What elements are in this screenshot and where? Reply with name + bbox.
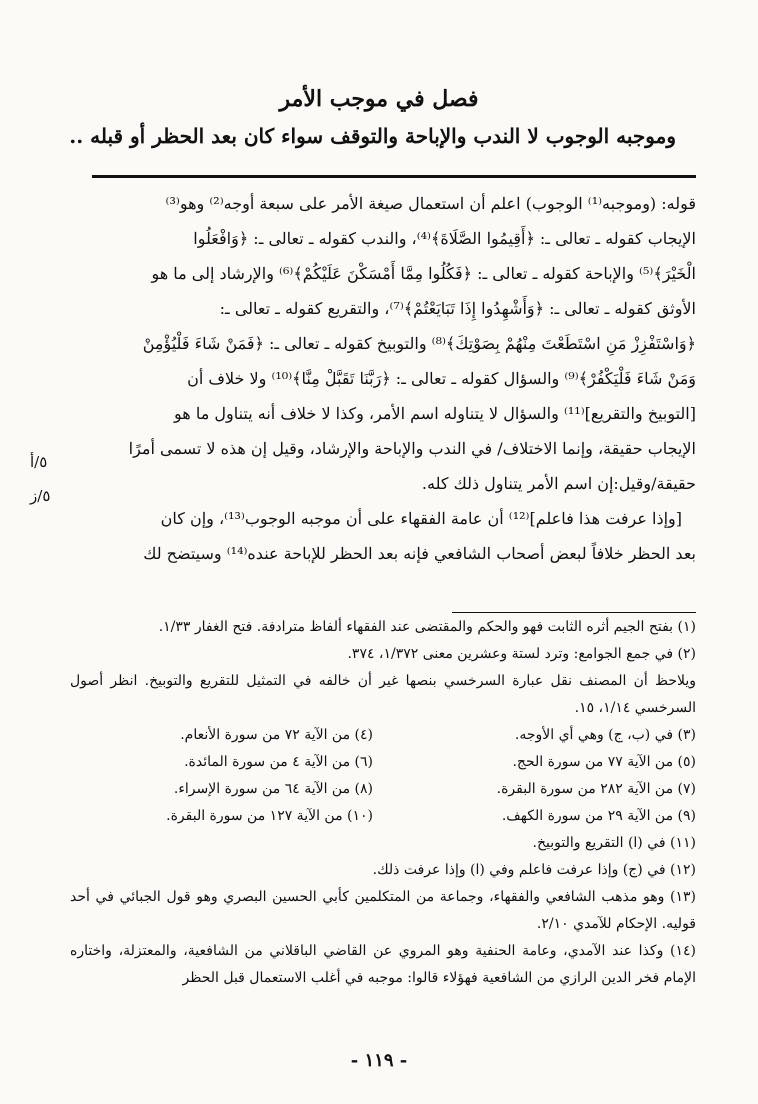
body-line: وَمَنْ شَاءَ فَلْيَكْفُرْ﴾⁽⁹⁾ والسؤال كقوله ـ تعالى ـ: ﴿رَبَّنَا تَقَبَّلْ مِنَّا﴾⁽¹⁰⁾ ولا خلاف أن <box>187 369 696 388</box>
footnote: (١) بفتح الجيم أثره الثابت فهو والحكم والمقتضى عند الفقهاء ألفاظ مترادفة. فتح الغفار ١/٣٣. <box>158 619 696 635</box>
chapter-title: فصل في موجب الأمر <box>279 86 479 112</box>
body-line: ﴿وَاسْتَفْزِزْ مَنِ اسْتَطَعْتَ مِنْهُمْ بِصَوْتِكَ﴾⁽⁸⁾ والتوبيخ كقوله ـ تعالى ـ: ﴿فَمَنْ شَاءَ فَلْيُؤْمِنْ <box>142 334 696 353</box>
body-line: الْخَيْرَ﴾⁽⁵⁾ والإباحة كقوله ـ تعالى ـ: ﴿فَكُلُوا مِمَّا أَمْسَكْنَ عَلَيْكُمْ﴾⁽⁶⁾ والإرشاد إلى ما هو <box>151 264 696 283</box>
footnote-divider <box>452 612 696 613</box>
footnote: (٥) من الآية ٧٧ من سورة الحج. <box>512 754 696 770</box>
footnote: (٧) من الآية ٢٨٢ من سورة البقرة. <box>496 781 696 797</box>
footnote: (١٠) من الآية ١٢٧ من سورة البقرة. <box>166 808 373 824</box>
title-divider <box>92 175 696 178</box>
body-line: [التوبيخ والتقريع]⁽¹¹⁾ والسؤال لا يتناوله اسم الأمر، وكذا لا خلاف أنه يتناول ما هو <box>174 404 696 423</box>
footnote: (٤) من الآية ٧٢ من سورة الأنعام. <box>180 727 373 743</box>
footnote: (١٤) وكذا عند الآمدي، وعامة الحنفية وهو المروي عن القاضي الباقلاني من الشافعية، والمعتزلة، واختاره الإمام فخر الدين الرازي من الشافعية فهؤلاء قالوا: موجبه في أغلب الاستعمال قبل الحظر <box>70 943 696 986</box>
footnote-grid <box>70 722 696 830</box>
page-number: - ١١٩ - <box>350 1050 408 1071</box>
body-line: حقيقة/وقيل:إن اسم الأمر يتناول ذلك كله. <box>421 474 696 493</box>
body-line: [وإذا عرفت هذا فاعلم]⁽¹²⁾ أن عامة الفقهاء على أن موجبه الوجوب⁽¹³⁾، وإن كان <box>160 509 682 528</box>
footnote: ويلاحظ أن المصنف نقل عبارة السرخسي بنصها غير أن خالفه في التمثيل للتقريع والتوبيخ. انظر أصول السرخسي ١/١٤، ١٥. <box>70 673 696 716</box>
main-text <box>70 186 696 571</box>
chapter-subtitle: وموجبه الوجوب لا الندب والإباحة والتوقف سواء كان بعد الحظر أو قبله .. <box>69 124 676 148</box>
footnotes <box>70 614 696 992</box>
footnote: (١١) في (ا) التقريع والتوبيخ. <box>532 835 696 851</box>
footnote: (٦) من الآية ٤ من سورة المائدة. <box>184 754 373 770</box>
body-line: الأوثق كقوله ـ تعالى ـ: ﴿وَأَشْهِدُوا إِذَا تَبَايَعْتُمْ﴾⁽⁷⁾، والتقريع كقوله ـ تعالى ـ: <box>219 299 696 318</box>
margin-folio-note: ٥/أ <box>30 453 48 471</box>
footnote: (٣) في (ب، ج) وهي أي الأوجه. <box>514 727 696 743</box>
body-line: الإيجاب كقوله ـ تعالى ـ: ﴿أَقِيمُوا الصَّلَاةَ﴾⁽⁴⁾، والندب كقوله ـ تعالى ـ: ﴿وَافْعَلُوا <box>193 229 696 248</box>
footnote: (٢) في جمع الجوامع: وترد لستة وعشرين معنى ١/٣٧٢، ٣٧٤. <box>347 646 696 662</box>
footnote: (١٢) في (ج) وإذا عرفت فاعلم وفي (ا) وإذا عرفت ذلك. <box>372 862 696 878</box>
body-line: الإيجاب حقيقة، وإنما الاختلاف/ في الندب والإباحة والإرشاد، وقيل إن هذه لا تسمى أمرًا <box>128 439 696 458</box>
body-line: قوله: (وموجبه⁽¹⁾ الوجوب) اعلم أن استعمال صيغة الأمر على سبعة أوجه⁽²⁾ وهو⁽³⁾ <box>165 194 696 213</box>
body-line: بعد الحظر خلافاً لبعض أصحاب الشافعي فإنه بعد الحظر للإباحة عنده⁽¹⁴⁾ وسيتضح لك <box>143 544 696 563</box>
margin-folio-note: ٥/ز <box>30 487 51 505</box>
footnote: (٩) من الآية ٢٩ من سورة الكهف. <box>501 808 696 824</box>
footnote: (١٣) وهو مذهب الشافعي والفقهاء، وجماعة من المتكلمين كأبي الحسين البصري وهو قول الجبائي في أحد قوليه. الإحكام للآمدي ٢/١٠. <box>70 889 696 932</box>
footnote: (٨) من الآية ٦٤ من سورة الإسراء. <box>173 781 373 797</box>
